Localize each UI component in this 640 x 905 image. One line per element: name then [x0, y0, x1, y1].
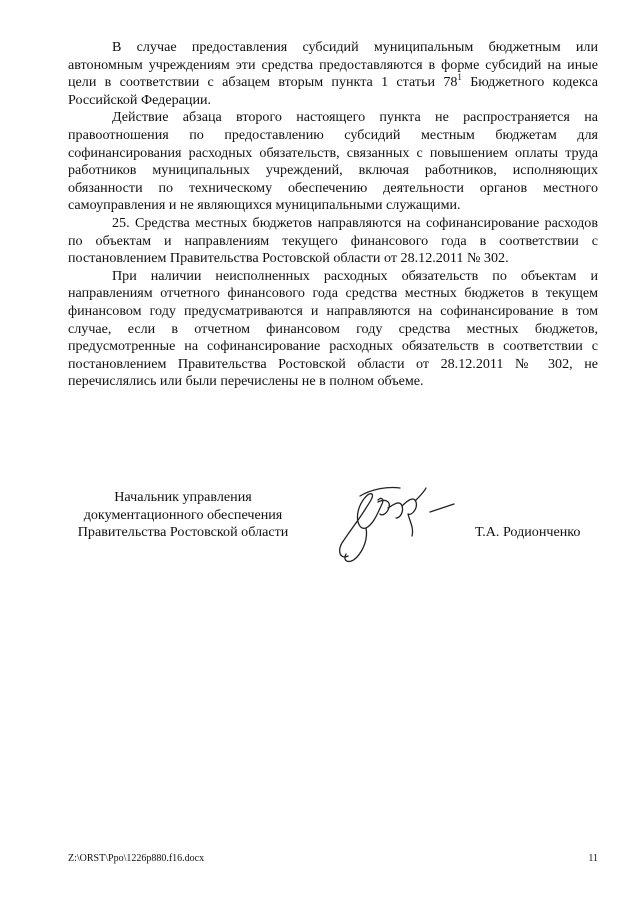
- position-line: Правительства Ростовской области: [77, 524, 289, 541]
- paragraph-unfulfilled-obligations: При наличии неисполненных расходных обязательств по объектам и направлениям отчетного финансового года средства местных бюджетов в текущем финансовом году предусматриваются и направляются на софинансирование в том случае, если в отчетном финансовом году средства местных бюджетов, предусмотренные на софинансирование расходных обязательств в соответствии с постановлением Правительства Ростовской области от 28.12.2011 № 302, не перечислялись или были перечислены не в полном объеме.: [68, 267, 598, 390]
- paragraph-25: 25. Средства местных бюджетов направляются на софинансирование расходов по объектам и направлениям текущего финансового года в соответствии с постановлением Правительства Ростовской области от 28.12.2011 № 302.: [68, 214, 598, 267]
- paragraph-exception: Действие абзаца второго настоящего пункта не распространяется на правоотношения по предоставлению субсидий местным бюджетам для софинансирования расходных обязательств, связанных с повышением оплаты труда работников муниципальных учреждений, включая работников, исполняющих обязанности по техническому обеспечению деятельности органов местного самоуправления и не являющихся муниципальными служащими.: [68, 109, 598, 214]
- handwritten-signature: [330, 478, 460, 568]
- position-line: документационного обеспечения: [83, 506, 283, 523]
- signatory-position: [68, 489, 298, 542]
- signatory-name: Т.А. Родионченко: [475, 524, 581, 540]
- footer-file-path: Z:\ORST\Ppo\1226p880.f16.docx: [68, 853, 205, 864]
- page-number: 11: [588, 853, 598, 864]
- document-body: [68, 39, 598, 391]
- paragraph-text: В случае предоставления субсидий муниципальным бюджетным или автономным учреждениям эти средства предоставляются в форме субсидий на иные цели в соответствии с абзацем вторым пункта 1 статьи 78: [68, 39, 598, 91]
- paragraph-text-continued: Бюджетного кодекса Российской Федерации.: [68, 74, 598, 108]
- superscript-article-index: 1: [457, 72, 462, 83]
- paragraph-subsidies-form: [68, 39, 598, 109]
- position-line: Начальник управления: [114, 489, 252, 505]
